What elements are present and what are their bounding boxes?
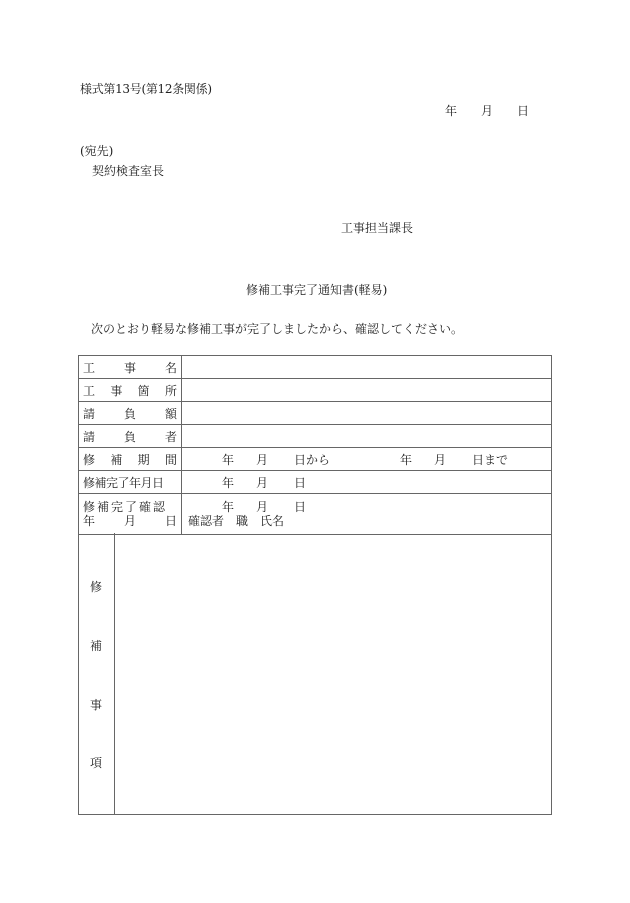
completion-confirmation-field[interactable]: 年 月 日 確認者 職 氏名 <box>182 494 552 535</box>
issue-date <box>445 102 529 119</box>
contract-amount-field[interactable] <box>182 402 552 425</box>
label-repair-period: 修 補 期 間 <box>79 448 182 471</box>
form-number: 様式第13号(第12条関係) <box>80 82 212 96</box>
document-title: 修補工事完了通知書(軽易) <box>246 283 388 297</box>
table-row <box>79 402 552 425</box>
label-completion-confirmation: 修補完了確認 年 月 日 <box>79 494 182 535</box>
day-label: 日 <box>517 104 530 118</box>
completion-date-field[interactable]: 年 月 日 <box>182 471 552 494</box>
table-row <box>79 448 552 471</box>
repair-items-section <box>78 533 552 815</box>
intro-text: 次のとおり軽易な修補工事が完了しましたから、確認してください。 <box>91 322 464 336</box>
label-construction-location: 工 事 箇 所 <box>79 379 182 402</box>
address-label: (宛先) <box>80 144 114 158</box>
repair-items-label: 修 補 事 項 <box>79 533 115 814</box>
year-label: 年 <box>445 104 458 118</box>
construction-name-field[interactable] <box>182 356 552 379</box>
repair-items-field[interactable] <box>115 533 551 814</box>
confirmer-line: 確認者 職 氏名 <box>188 514 285 528</box>
completion-form-table <box>78 355 552 535</box>
table-row <box>79 379 552 402</box>
table-row <box>79 471 552 494</box>
addressee: 契約検査室長 <box>92 164 165 178</box>
table-row <box>79 356 552 379</box>
table-row <box>79 425 552 448</box>
table-row <box>79 494 552 535</box>
month-label: 月 <box>481 104 494 118</box>
label-construction-name: 工 事 名 <box>79 356 182 379</box>
sender: 工事担当課長 <box>341 221 414 235</box>
repair-period-field[interactable]: 年 月 日から 年 月 日まで <box>182 448 552 471</box>
label-contractor: 請 負 者 <box>79 425 182 448</box>
contractor-field[interactable] <box>182 425 552 448</box>
label-contract-amount: 請 負 額 <box>79 402 182 425</box>
construction-location-field[interactable] <box>182 379 552 402</box>
label-completion-date: 修補完了年月日 <box>79 471 182 494</box>
